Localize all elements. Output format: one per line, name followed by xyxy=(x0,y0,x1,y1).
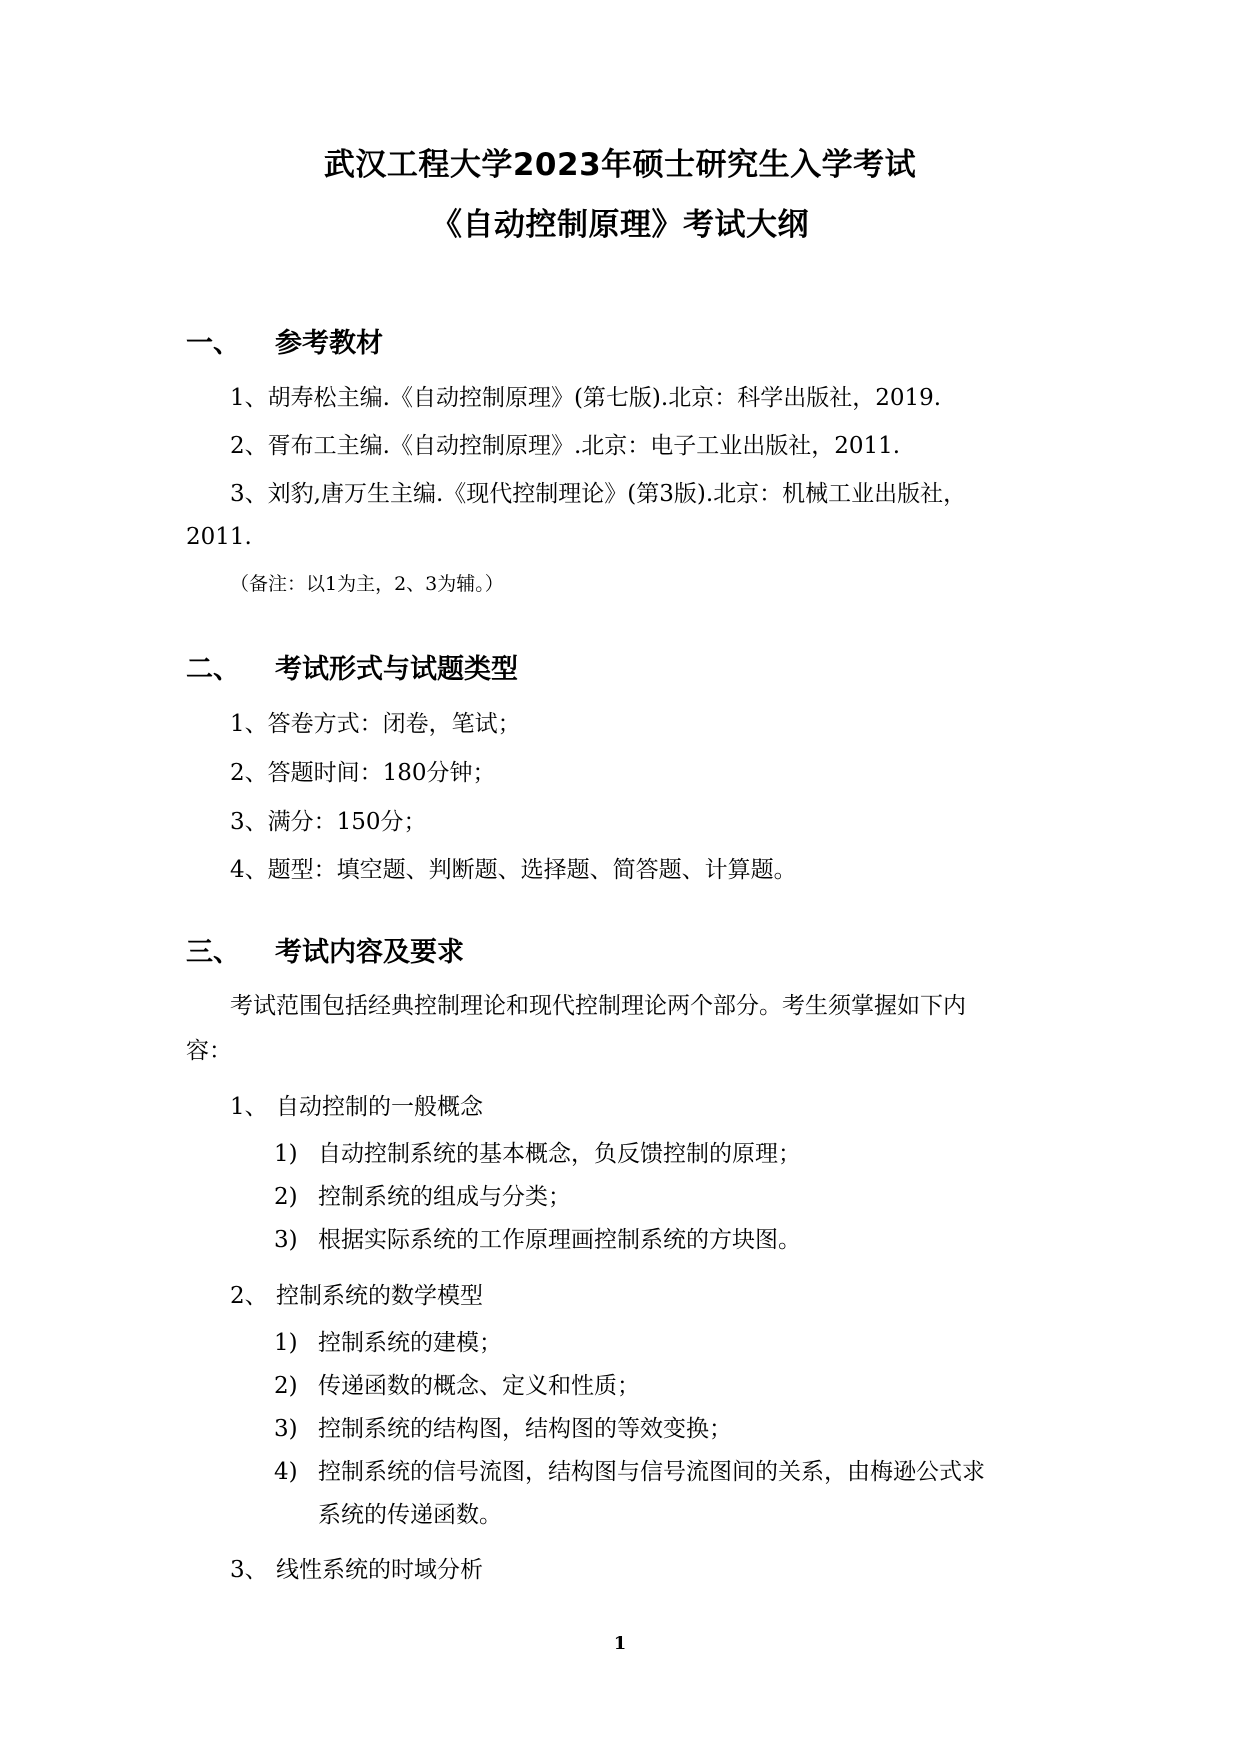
document-title-line-1: 武汉工程大学2023年硕士研究生入学考试 xyxy=(323,147,917,183)
list-item-text: 传递函数的概念、定义和性质； xyxy=(318,1373,640,1399)
reference-item-3: 3、刘豹,唐万生主编.《现代控制理论》(第3版).北京：机械工业出版社， xyxy=(230,481,967,507)
list-item-continuation: 系统的传递函数。 xyxy=(318,1502,502,1528)
list-item-text: 控制系统的建模； xyxy=(318,1330,502,1356)
list-item-number: 1) xyxy=(274,1330,298,1356)
list-item-number: 2) xyxy=(274,1373,298,1399)
list-item-number: 3) xyxy=(274,1227,298,1253)
list-item-number: 2) xyxy=(274,1184,298,1210)
list-item-text: 根据实际系统的工作原理画控制系统的方块图。 xyxy=(318,1227,801,1253)
format-item-4: 4、题型：填空题、判断题、选择题、简答题、计算题。 xyxy=(230,857,797,883)
format-item-3: 3、满分：150分； xyxy=(230,809,427,835)
list-item-text: 控制系统的组成与分类； xyxy=(318,1184,571,1210)
list-item-number: 3) xyxy=(274,1416,298,1442)
subsection-heading-time-domain-analysis xyxy=(230,1553,483,1587)
list-item-text: 控制系统的结构图，结构图的等效变换； xyxy=(318,1416,732,1442)
subsection-title: 自动控制的一般概念 xyxy=(276,1094,483,1120)
section-number: 三、 xyxy=(186,937,240,968)
subsection-title: 控制系统的数学模型 xyxy=(276,1283,483,1309)
section-title: 参考教材 xyxy=(275,328,383,359)
list-item-text: 控制系统的信号流图，结构图与信号流图间的关系，由梅逊公式求 xyxy=(318,1459,985,1485)
subsection-number: 1、 xyxy=(230,1094,268,1120)
section-heading-exam-format xyxy=(186,652,518,688)
list-item-text: 自动控制系统的基本概念，负反馈控制的原理； xyxy=(318,1141,801,1167)
section-title: 考试形式与试题类型 xyxy=(275,654,518,685)
reference-item-2: 2、胥布工主编.《自动控制原理》.北京：电子工业出版社，2011. xyxy=(230,433,901,459)
list-item xyxy=(274,1455,985,1489)
list-item xyxy=(274,1137,801,1171)
content-intro-line-2: 容： xyxy=(186,1038,232,1064)
section-heading-exam-content xyxy=(186,935,464,971)
subsection-number: 2、 xyxy=(230,1283,268,1309)
subsection-title: 线性系统的时域分析 xyxy=(276,1557,483,1583)
content-intro-line-1: 考试范围包括经典控制理论和现代控制理论两个部分。考生须掌握如下内 xyxy=(230,993,966,1019)
list-item xyxy=(274,1180,571,1214)
subsection-number: 3、 xyxy=(230,1557,268,1583)
section-heading-reference-books xyxy=(186,326,383,362)
list-item-number: 4) xyxy=(274,1459,298,1485)
list-item xyxy=(274,1412,732,1446)
list-item xyxy=(274,1369,640,1403)
page-number: 1 xyxy=(613,1633,627,1654)
reference-note: （备注：以1为主，2、3为辅。） xyxy=(230,573,504,595)
subsection-heading-mathematical-models xyxy=(230,1279,483,1313)
section-number: 二、 xyxy=(186,654,240,685)
format-item-1: 1、答卷方式：闭卷，笔试； xyxy=(230,711,521,737)
list-item-number: 1) xyxy=(274,1141,298,1167)
reference-item-1: 1、胡寿松主编.《自动控制原理》(第七版).北京：科学出版社，2019. xyxy=(230,385,942,411)
reference-item-3-continuation: 2011. xyxy=(186,524,252,550)
subsection-heading-general-concepts xyxy=(230,1090,483,1124)
section-number: 一、 xyxy=(186,328,240,359)
list-item xyxy=(274,1223,801,1257)
section-title: 考试内容及要求 xyxy=(275,937,464,968)
list-item xyxy=(274,1326,502,1360)
document-title-line-2: 《自动控制原理》考试大纲 xyxy=(431,207,809,243)
format-item-2: 2、答题时间：180分钟； xyxy=(230,760,496,786)
